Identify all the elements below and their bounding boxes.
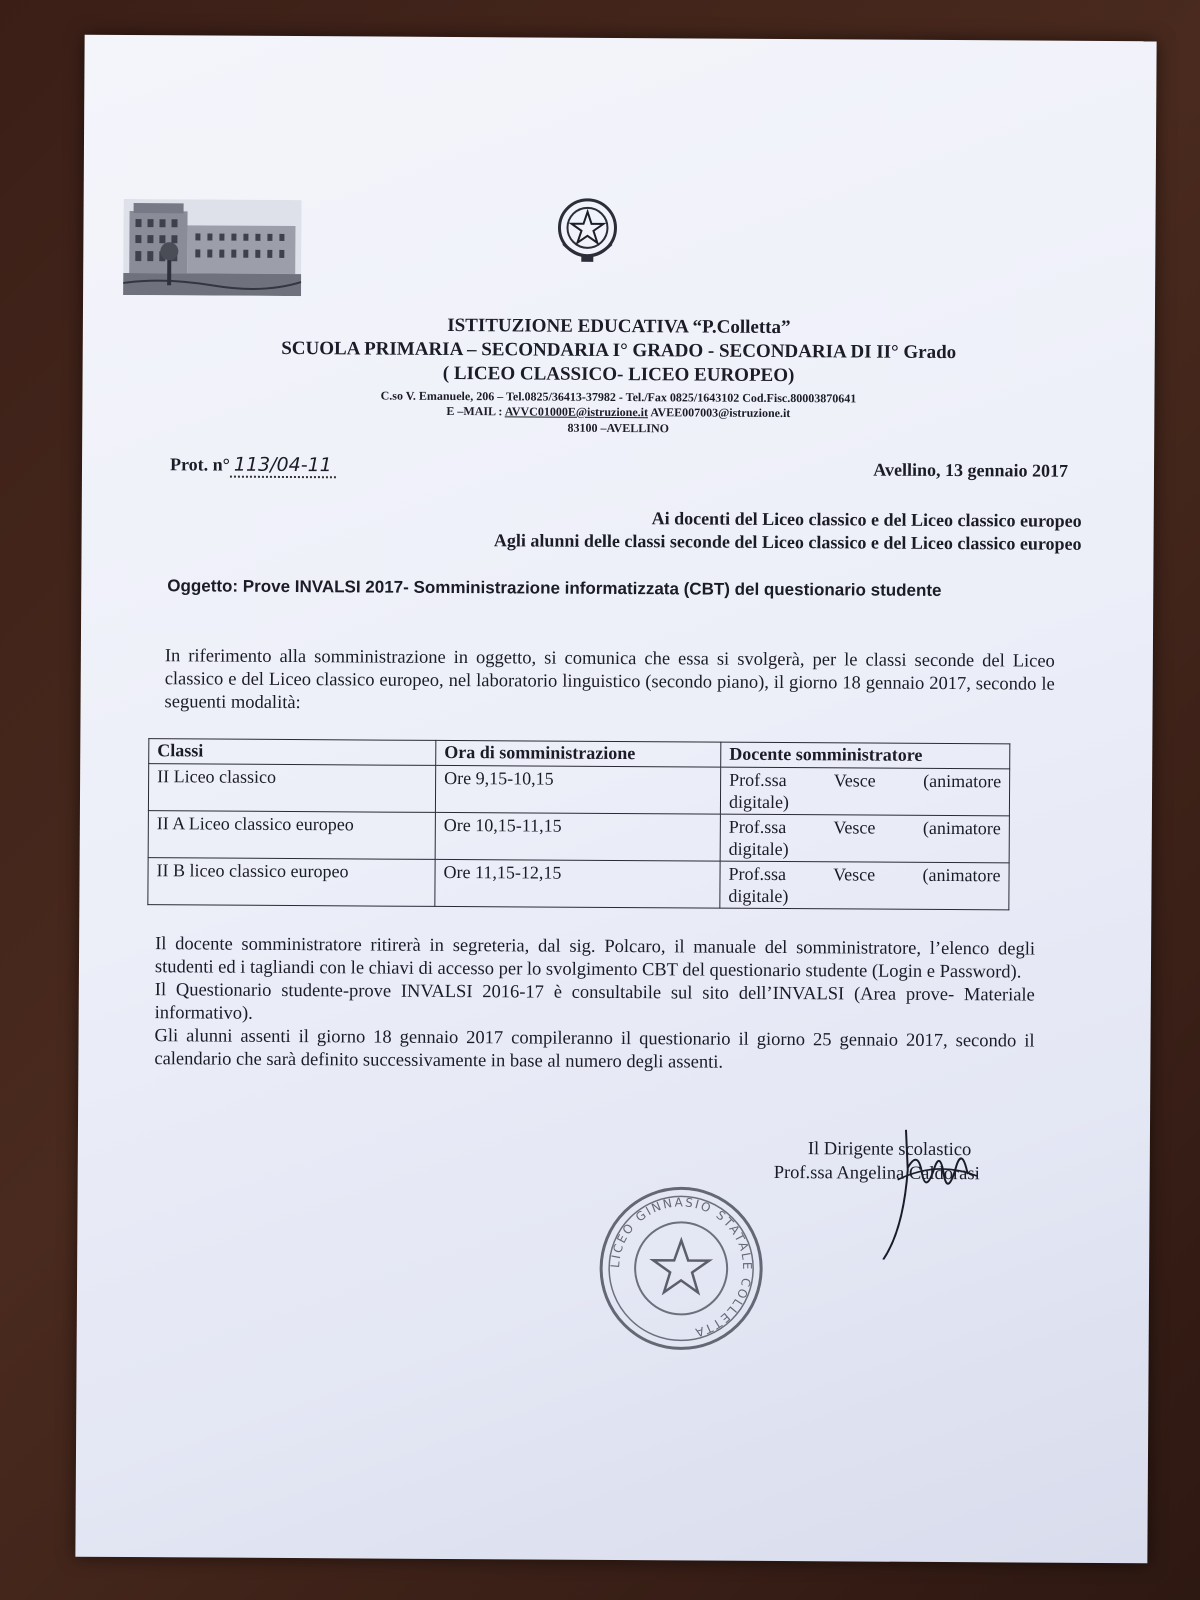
protocol-line [170,453,336,476]
cell-ora: Ore 10,15-11,15 [435,812,720,861]
institution-name: ISTITUZIONE EDUCATIVA “P.Colletta” [447,314,791,339]
schedule-table [147,738,1010,910]
docente-line-1: Prof.ssa Vesce (animatore [728,816,1001,839]
school-levels: SCUOLA PRIMARIA – SECONDARIA I° GRADO - SECONDARIA DI II° Grado [281,337,957,364]
city-line: 83100 –AVELLINO [567,420,670,436]
school-building-icon [123,199,302,296]
italian-emblem-icon [553,194,621,266]
cell-classe: II B liceo classico europeo [148,858,435,907]
table-row [148,764,1009,816]
cell-docente [720,861,1009,910]
address-line: C.so V. Emanuele, 206 – Tel.0825/36413-37982 - Tel./Fax 0825/1643102 Cod.Fisc.80003870641 [380,388,857,406]
email-link-2[interactable]: AVEE007003@istruzione.it [647,405,791,421]
header-ora: Ora di somministrazione [436,740,721,767]
cell-docente [720,814,1009,863]
docente-line-2: digitale) [728,885,789,907]
signature-role: Il Dirigente scolastico [807,1139,972,1161]
paragraph-questionnaire: Il Questionario studente-prove INVALSI 2016-17 è consultabile sul sito dell’INVALSI (Area prove- Materiale informativo). [154,980,1035,1024]
cell-classe: II A Liceo classico europeo [148,811,435,860]
email-link-1[interactable]: AVVC01000E@istruzione.it [504,404,649,420]
header-docente: Docente somministratore [721,742,1010,769]
signature-name: Prof.ssa Angelina Caldorasi [773,1162,980,1185]
intro-paragraph: In riferimento alla somministrazione in oggetto, si comunica che essa si svolgerà, per le classi seconde del Liceo classico e del Liceo classico europeo, nel laboratorio linguistico (secondo piano), il giorno 18 gennaio 2017, secondo le seguenti modalità: [164,646,1055,714]
document-page [75,35,1156,1564]
handwritten-signature-icon [877,1110,1028,1261]
docente-line-2: digitale) [728,838,789,860]
table-row [148,858,1009,910]
docente-line-1: Prof.ssa Vesce (animatore [728,863,1001,886]
cell-classe: II Liceo classico [148,764,435,813]
official-stamp-icon [597,1184,766,1353]
docente-line-2: digitale) [728,791,790,813]
cell-ora: Ore 9,15-10,15 [435,765,720,814]
protocol-label: Prot. n° [169,454,230,475]
paragraph-materials: Il docente somministratore ritirerà in segreteria, dal sig. Polcaro, il manuale del somministratore, l’elenco degli studenti ed i tagliandi con le chiavi di accesso per lo svolgimento CBT del questionario studente (Login e Password). [154,934,1036,983]
cell-docente [720,767,1009,816]
header-classi: Classi [149,739,436,766]
docente-line-1: Prof.ssa Vesce (animatore [729,769,1002,792]
email-label: E –MAIL : [446,403,505,419]
cell-ora: Ore 11,15-12,15 [435,859,720,908]
body-paragraphs [154,933,1035,1076]
table-row [148,811,1009,863]
recipient-students: Agli alunni delle classi seconde del Liceo classico e del Liceo classico europeo [493,530,1082,554]
subject-line: Oggetto: Prove INVALSI 2017- Somministrazione informatizzata (CBT) del questionario studente [167,576,942,600]
licei-line: ( LICEO CLASSICO- LICEO EUROPEO) [442,362,795,387]
document-date: Avellino, 13 gennaio 2017 [873,459,1069,481]
protocol-number: 113/04-11 [230,454,336,479]
recipient-teachers: Ai docenti del Liceo classico e del Liceo classico europeo [651,508,1082,531]
paragraph-absent: Gli alunni assenti il giorno 18 gennaio 2017 compileranno il questionario il giorno 25 gennaio 2017, secondo il calendario che sarà definito successivamente in base al numero degli assenti. [154,1026,1035,1073]
stamp-text: LICEO GINNASIO STATALE COLLETTA [608,1195,755,1341]
